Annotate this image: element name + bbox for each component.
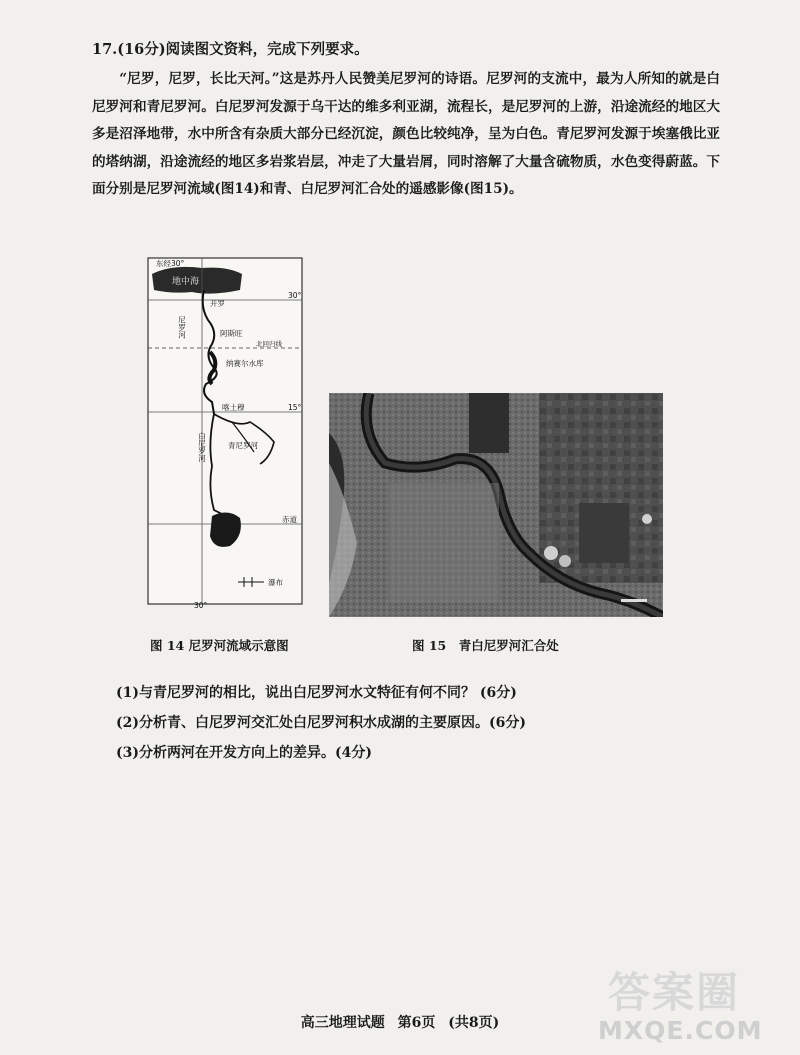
tropic-label: 北回归线 (256, 340, 282, 348)
nile-main-label: 尼罗河 (177, 316, 187, 339)
waterfall-legend-label: 瀑布 (268, 578, 283, 587)
confluence-satellite-image (329, 393, 663, 617)
footer-page: 第6页 (397, 1015, 436, 1031)
longitude-bottom-label: 30° (194, 601, 208, 610)
latitude-15-label: 15° (288, 403, 302, 412)
question-passage (92, 66, 720, 204)
sea-label: 地中海 (172, 277, 200, 287)
sub-question-2: (2)分析青、白尼罗河交汇处白尼罗河积水成湖的主要原因。(6分) (116, 715, 526, 731)
aswan-label: 阿斯旺 (220, 329, 243, 338)
figure15-caption: 图 15 青白尼罗河汇合处 (412, 638, 559, 653)
nile-basin-map (142, 252, 308, 614)
question-header: 17.(16分)阅读图文资料，完成下列要求。 (92, 41, 369, 58)
footer-title: 高三地理试题 (300, 1015, 385, 1031)
longitude-top-label: 东经30° (156, 259, 185, 268)
khartoum-label: 喀土穆 (222, 403, 245, 412)
watermark-title: 答案圈 (608, 968, 741, 1017)
latitude-30-label: 30° (288, 291, 302, 300)
figure14-caption: 图 14 尼罗河流域示意图 (150, 638, 289, 653)
nasser-label: 纳赛尔水库 (226, 359, 264, 368)
blue-nile-label: 青尼罗河 (228, 441, 258, 450)
watermark-domain: MXQE.COM (598, 1016, 763, 1045)
watermark-logo (594, 956, 794, 1052)
white-nile-label: 白尼罗河 (197, 432, 207, 462)
passage-paragraph: “尼罗，尼罗，长比天河。”这是苏丹人民赞美尼罗河的诗语。尼罗河的支流中，最为人所知的就是白尼罗河和青尼罗河。白尼罗河发源于乌干达的维多利亚湖，流程长，是尼罗河的上游，沿途流经的地区大多是沼泽地带，水中所含有杂质大部分已经沉淀，颜色比较纯净，呈为白色。青尼罗河发源于埃塞俄比亚的塔纳湖，沿途流经的地区多岩浆岩层，冲走了大量岩屑，同时溶解了大量含硫物质，水色变得蔚蓝。下面分别是尼罗河流域(图14)和青、白尼罗河汇合处的遥感影像(图15)。 (92, 71, 720, 197)
sub-question-3: (3)分析两河在开发方向上的差异。(4分) (116, 745, 372, 761)
equator-label: 赤道 (282, 515, 297, 524)
sub-question-1: (1)与青尼罗河的相比，说出白尼罗河水文特征有何不同？ (6分) (116, 685, 517, 701)
footer-total: (共8页) (448, 1015, 500, 1031)
sub-question-list (116, 678, 526, 768)
cairo-label: 开罗 (210, 299, 225, 308)
